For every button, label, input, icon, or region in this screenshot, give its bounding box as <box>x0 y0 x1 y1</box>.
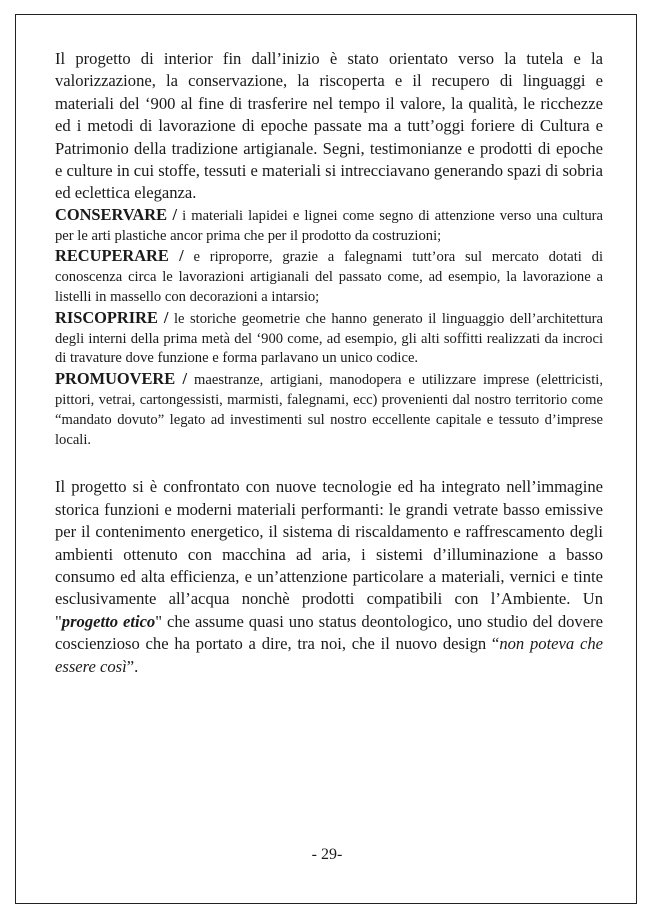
page-content <box>55 48 603 678</box>
section-promuovere <box>55 369 603 450</box>
closing-text-1: Il progetto si è confrontato con nuove tecnologie ed ha integrato nell’immagine storica funzioni e moderni materiali performanti: le grandi vetrate basso emissive per il contenimento energetico, il sistema di riscaldamento e raffrescamento degli ambienti ottenuto con macchina ad aria, i sistemi d’illuminazione a basso consumo ed alta efficienza, e un’attenzione particolare a materiali, vernici e tinte esclusivamente all’acqua nonchè prodotti compatibili con l’Ambiente. Un " <box>55 477 603 631</box>
closing-emphasis-quote: non poteva che essere così <box>55 634 604 676</box>
intro-paragraph: Il progetto di interior fin dall’inizio è stato orientato verso la tutela e la valorizzazione, la conservazione, la riscoperta e il recupero di linguaggi e materiali del ‘900 al fine di trasferire nel tempo il valore, la qualità, le ricchezze ed i metodi di lavorazione di epoche passate ma a tutt’oggi foriere di Cultura e Patrimonio della tradizione artigianale. Segni, testimonianze e prodotti di epoche e culture in cui stoffe, tessuti e materiali si intrecciavano generando spazi di sobria ed eclettica eleganza. <box>55 49 604 203</box>
section-keyword: RISCOPRIRE / <box>55 307 169 327</box>
section-keyword: RECUPERARE / <box>55 246 184 266</box>
section-recuperare <box>55 246 603 307</box>
closing-text-3: ”. <box>126 656 139 676</box>
section-keyword: PROMUOVERE / <box>55 369 188 389</box>
section-text: le storiche geometrie che hanno generato il linguaggio dell’architettura degli interni della prima metà del ‘900 come, ad esempio, gli alti soffitti realizzati da incroci di travature dove funzione e forma parlavano un unico codice. <box>55 310 603 367</box>
section-text: e riproporre, grazie a falegnami tutt’ora sul mercato dotati di conoscenza circa le lavorazioni artigianali del passato come, ad esempio, la lavorazione a listelli in massello con decorazioni a intarsio; <box>55 249 603 306</box>
section-text: maestranze, artigiani, manodopera e utilizzare imprese (elettricisti, pittori, vetrai, cartongessisti, marmisti, falegnami, ecc) provenienti dal nostro territorio come “mandato dovuto” legato ad investimenti sul nostro eccellente capitale e tessuto d’imprese locali. <box>55 372 603 448</box>
section-keyword: CONSERVARE / <box>55 204 178 224</box>
closing-paragraph <box>55 476 603 678</box>
closing-text-2: " che assume quasi uno status deontologico, uno studio del dovere coscienzioso che ha portato a dire, tra noi, che il nuovo design “ <box>55 611 603 654</box>
page-number: - 29- <box>311 846 343 863</box>
closing-emphasis-progetto-etico: progetto etico <box>61 611 156 631</box>
section-text: i materiali lapidei e lignei come segno di attenzione verso una cultura per le arti plastiche ancor prima che per il prodotto da costruzioni; <box>55 207 603 244</box>
section-riscoprire <box>55 308 603 369</box>
section-conservare <box>55 205 603 247</box>
